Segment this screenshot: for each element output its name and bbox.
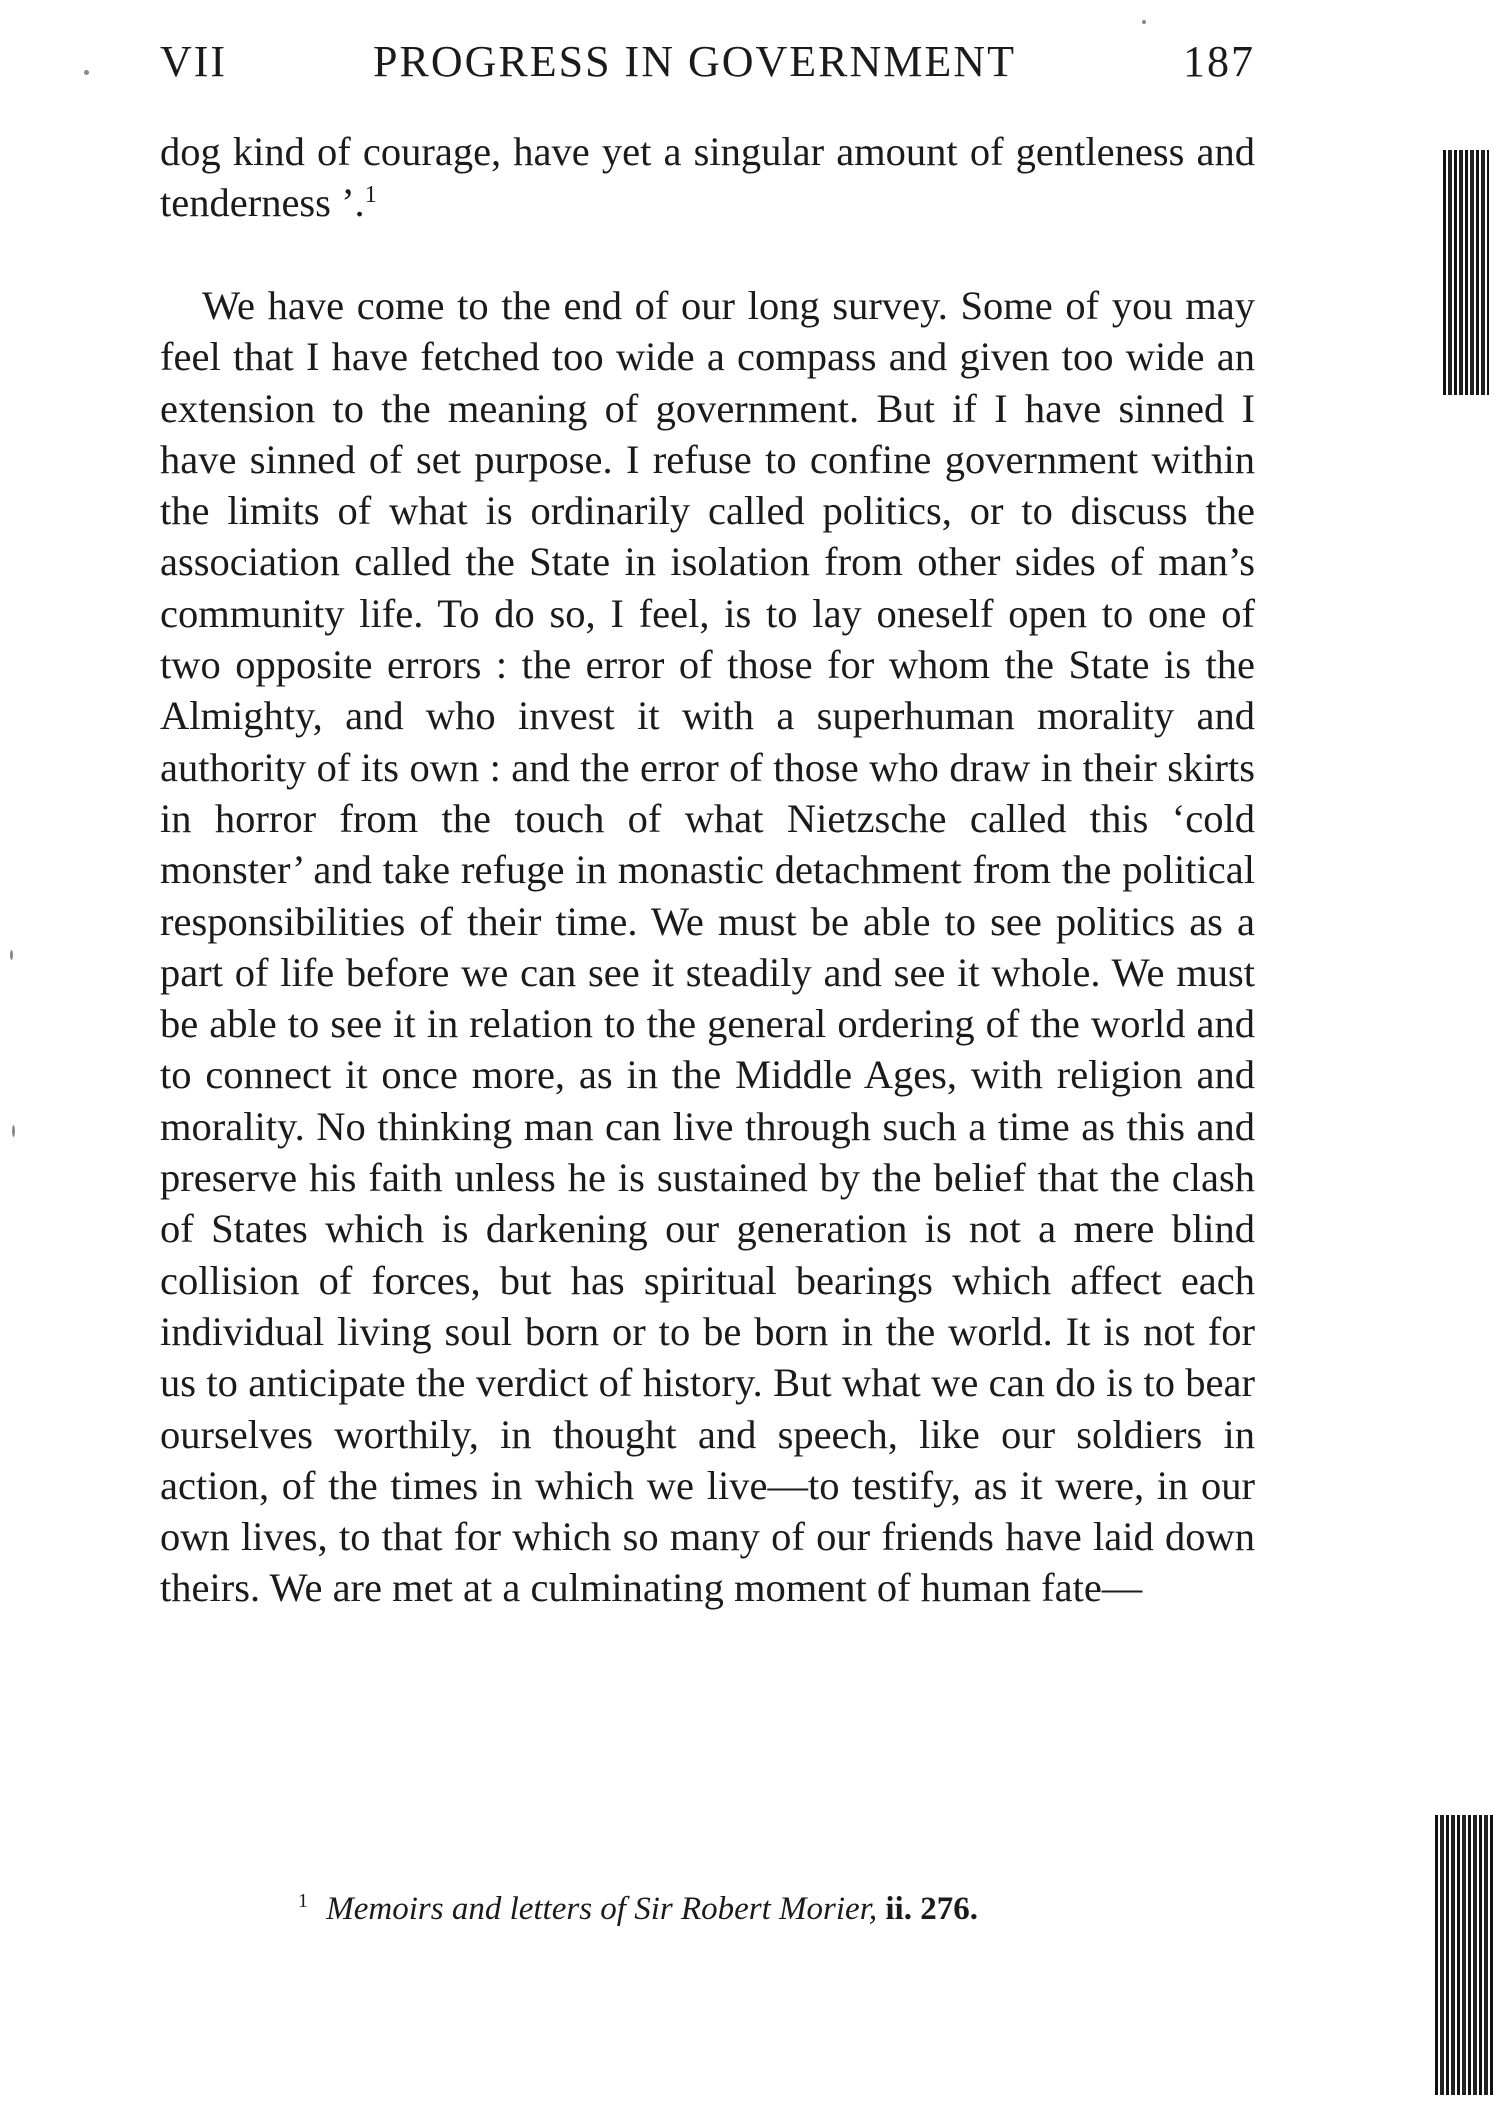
chapter-title: PROGRESS IN GOVERNMENT: [373, 37, 1016, 86]
scan-speck: [12, 1125, 15, 1137]
scan-speck: [10, 950, 13, 960]
footnote-marker: 1: [298, 1890, 308, 1912]
scan-edge-mark-top: [1443, 150, 1489, 395]
scan-speck: [84, 70, 89, 75]
continued-text: dog kind of courage, have yet a singular amount of gentleness and tenderness ’.: [160, 129, 1255, 226]
scan-edge-mark-bottom: [1435, 1815, 1495, 2095]
running-header: [160, 36, 1255, 96]
footnote: [298, 1890, 978, 1928]
page-number: 187: [1183, 37, 1255, 86]
chapter-number: VII: [160, 37, 228, 86]
body-paragraph: We have come to the end of our long survey. Some of you may feel that I have fetched too wide a compass and given too wide an extension to the meaning of government. But if I have sinned I have sinned of set purpose. I refuse to confine government within the limits of what is ordinarily called politics, or to discuss the association called the State in isolation from other sides of man’s community life. To do so, I feel, is to lay oneself open to one of two opposite errors : the error of those for whom the State is the Almighty, and who invest it with a superhuman morality and authority of its own : and the error of those who draw in their skirts in horror from the touch of what Nietzsche called this ‘cold monster’ and take refuge in monastic detachment from the political responsibilities of their time. We must be able to see politics as a part of life before we can see it steadily and see it whole. We must be able to see it in relation to the general ordering of the world and to connect it once more, as in the Middle Ages, with religion and morality. No thinking man can live through such a time as this and preserve his faith unless he is sustained by the belief that the clash of States which is darkening our generation is not a mere blind collision of forces, but has spiritual bearings which affect each individual living soul born or to be born in the world. It is not for us to anticipate the verdict of history. But what we can do is to bear ourselves worthily, in thought and speech, like our soldiers in action, of the times in which we live—to testify, as it were, in our own lives, to that for which so many of our friends have laid down theirs. We are met at a culminating moment of human fate—: [160, 283, 1255, 1611]
footnote-reference: 1: [364, 182, 377, 209]
continued-paragraph: [160, 126, 1255, 229]
scan-speck: [1142, 20, 1146, 24]
footnote-text: Memoirs and letters of Sir Robert Morier,: [326, 1891, 878, 1927]
footnote-page-reference: ii. 276.: [885, 1891, 978, 1927]
